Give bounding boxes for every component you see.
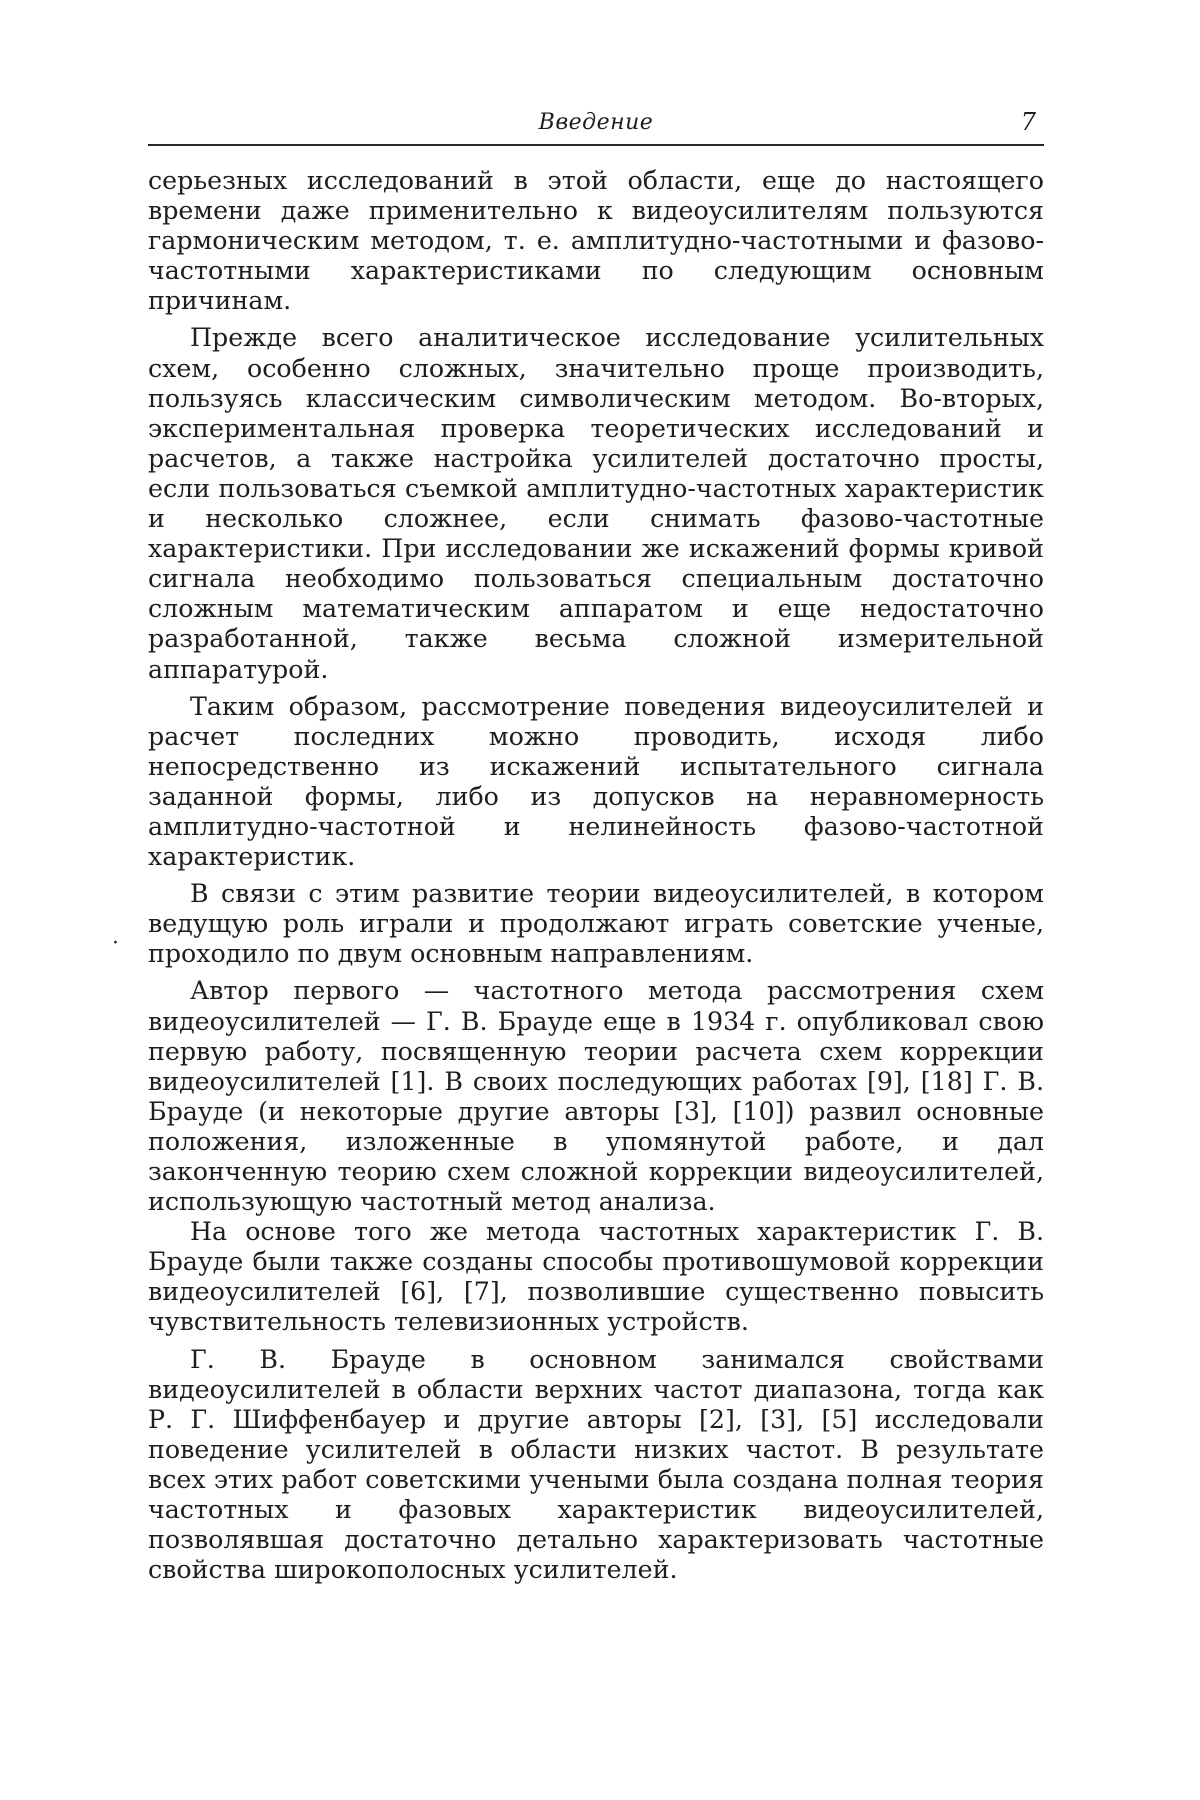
book-page bbox=[148, 106, 1044, 1585]
paragraph-7: Г. В. Брауде в основном занимался свойствами видеоусилителей в области верхних частот диапазона, тогда как Р. Г. Шиффенбауер и другие авторы [2], [3], [5] исследовали поведение усилителей в области низких частот. В результате всех этих работ советскими учеными была создана полная теория частотных и фазовых характеристик видеоусилителей, позволявшая достаточно детально характеризовать частотные свойства широкополосных усилителей. bbox=[148, 1345, 1044, 1586]
paragraph-1: серьезных исследований в этой области, еще до настоящего времени даже применительно к видеоусилителям пользуются гармоническим методом, т. е. амплитудно-частотными и фазово-частотными характеристиками по следующим основным причинам. bbox=[148, 166, 1044, 316]
paragraph-4: В связи с этим развитие теории видеоусилителей, в котором ведущую роль играли и продолжают играть советские ученые, проходило по двум основным направлениям. bbox=[148, 879, 1044, 969]
running-header bbox=[148, 106, 1044, 146]
paragraph-6: На основе того же метода частотных характеристик Г. В. Брауде были также созданы способы противошумовой коррекции видеоусилителей [6], [7], позволившие существенно повысить чувствительность телевизионных устройств. bbox=[148, 1217, 1044, 1337]
page-number: 7 bbox=[1021, 108, 1036, 136]
body-text bbox=[148, 166, 1044, 1585]
paragraph-3: Таким образом, рассмотрение поведения видеоусилителей и расчет последних можно проводить, исходя либо непосредственно из искажений испытательного сигнала заданной формы, либо из допусков на неравномерность амплитудно-частотной и нелинейность фазово-частотной характеристик. bbox=[148, 692, 1044, 873]
paragraph-2: Прежде всего аналитическое исследование усилительных схем, особенно сложных, значительно проще производить, пользуясь классическим символическим методом. Во-вторых, экспериментальная проверка теоретических исследований и расчетов, а также настройка усилителей достаточно просты, если пользоваться съемкой амплитудно-частотных характеристик и несколько сложнее, если снимать фазово-частотные характеристики. При исследовании же искажений формы кривой сигнала необходимо пользоваться специальным достаточно сложным математическим аппаратом и еще недостаточно разработанной, также весьма сложной измерительной аппаратурой. bbox=[148, 323, 1044, 684]
chapter-title: Введение bbox=[148, 110, 1044, 135]
margin-dot-mark: · bbox=[112, 931, 119, 956]
paragraph-5: Автор первого — частотного метода рассмотрения схем видеоусилителей — Г. В. Брауде еще в 1934 г. опубликовал свою первую работу, посвященную теории расчета схем коррекции видеоусилителей [1]. В своих последующих работах [9], [18] Г. В. Брауде (и некоторые другие авторы [3], [10]) развил основные положения, изложенные в упомянутой работе, и дал законченную теорию схем сложной коррекции видеоусилителей, использующую частотный метод анализа. bbox=[148, 976, 1044, 1217]
